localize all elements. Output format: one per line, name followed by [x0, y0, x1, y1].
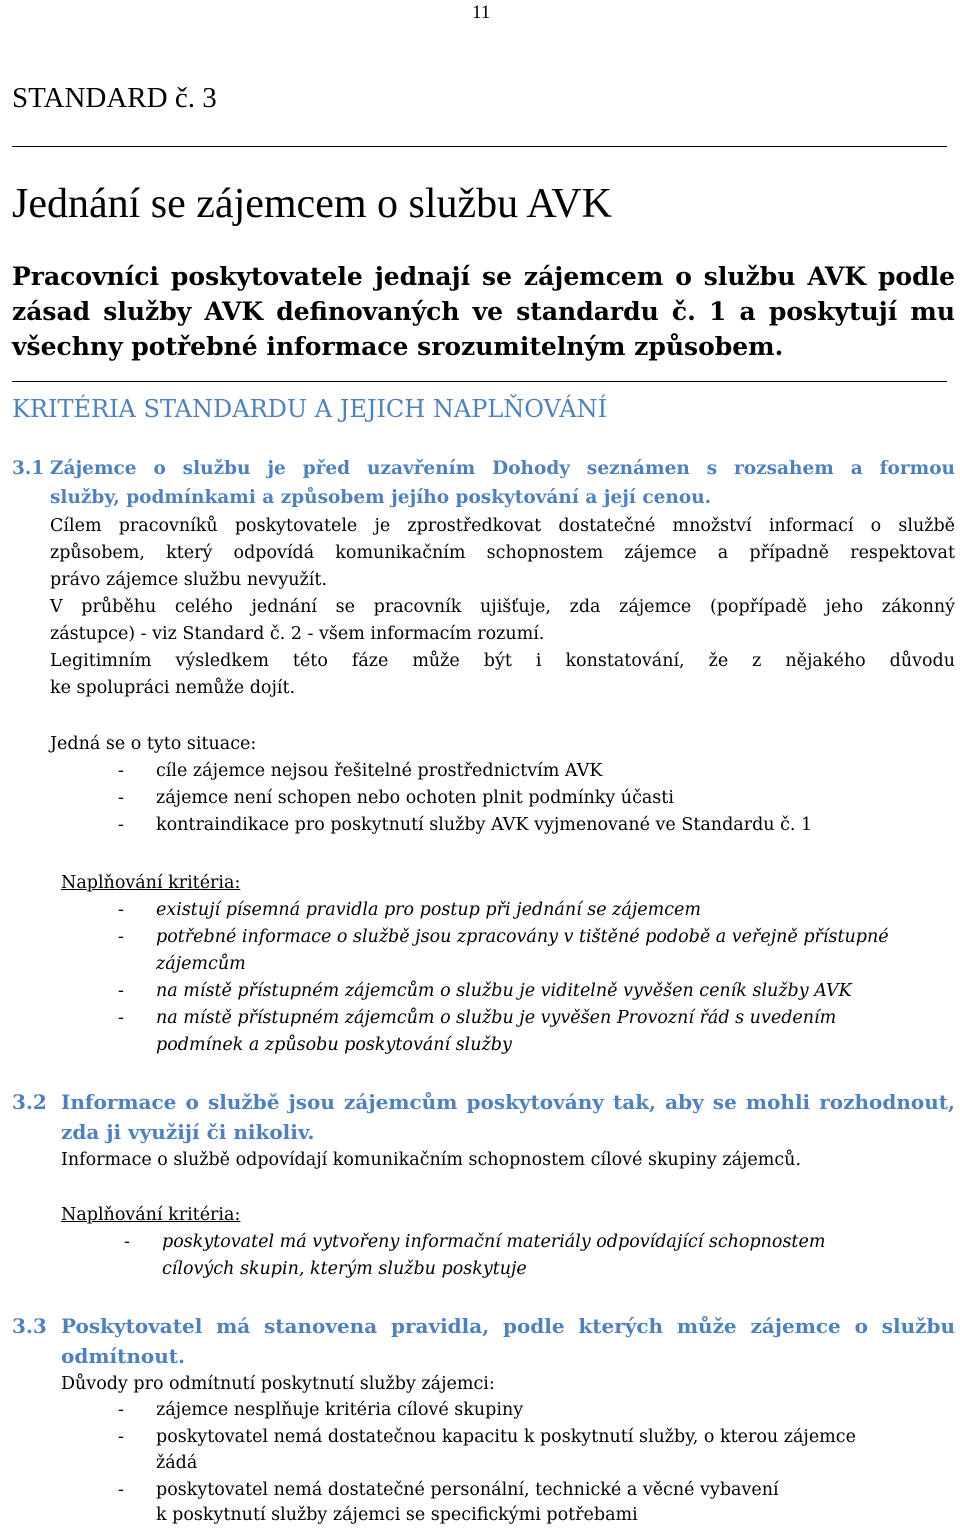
paragraph-line: způsobem, který odpovídá komunikačním schopnostem zájemce a případně respektovat: [50, 543, 955, 563]
criterion-title: Zájemce o službu je před uzavřením Dohody seznámen s rozsahem a formou: [50, 458, 955, 479]
criterion-title: Informace o službě jsou zájemcům poskytovány tak, aby se mohli rozhodnout,: [61, 1090, 955, 1114]
page-title: Jednání se zájemcem o službu AVK: [12, 181, 612, 227]
intro-line: Pracovníci poskytovatele jednají se zájemcem o službu AVK podle: [12, 262, 955, 291]
criterion-number: 3.2: [12, 1090, 47, 1114]
criterion-title: Poskytovatel má stanovena pravidla, podle kterých může zájemce o službu: [61, 1314, 955, 1338]
intro-line: všechny potřebné informace srozumitelným způsobem.: [12, 332, 784, 361]
criterion-number: 3.1: [12, 458, 45, 479]
list-item: poskytovatel nemá dostatečné personální, technické a věcné vybavení: [156, 1480, 779, 1500]
list-bullet: -: [118, 815, 124, 835]
paragraph-line: Informace o službě odpovídají komunikačním schopnostem cílové skupiny zájemců.: [61, 1150, 802, 1170]
list-item: poskytovatel nemá dostatečnou kapacitu k poskytnutí služby, o kterou zájemce: [156, 1427, 856, 1447]
list-item: zájemce není schopen nebo ochoten plnit podmínky účasti: [156, 788, 674, 808]
list-bullet: -: [118, 1427, 124, 1447]
list-bullet: -: [118, 1480, 124, 1500]
list-bullet: -: [118, 900, 124, 920]
fulfilment-item: na místě přístupném zájemcům o službu je vyvěšen Provozní řád s uvedením: [156, 1008, 837, 1028]
list-item: zájemce nesplňuje kritéria cílové skupiny: [156, 1400, 524, 1420]
list-item: k poskytnutí služby zájemci se specifickými potřebami: [156, 1505, 638, 1525]
list-bullet: -: [118, 1400, 124, 1420]
criterion-title: odmítnout.: [61, 1344, 185, 1368]
divider: [12, 381, 947, 382]
paragraph-line: právo zájemce službu nevyužít.: [50, 570, 327, 590]
fulfilment-item: zájemcům: [156, 954, 246, 974]
list-bullet: -: [124, 1232, 130, 1252]
situations-label: Jedná se o tyto situace:: [50, 734, 257, 754]
list-item: kontraindikace pro poskytnutí služby AVK vyjmenované ve Standardu č. 1: [156, 815, 813, 835]
fulfilment-item: potřebné informace o službě jsou zpracovány v tištěné podobě a veřejně přístupné: [156, 927, 889, 947]
section-heading: KRITÉRIA STANDARDU A JEJICH NAPLŇOVÁNÍ: [12, 395, 608, 423]
paragraph-line: ke spolupráci nemůže dojít.: [50, 678, 296, 698]
paragraph-line: zástupce) - viz Standard č. 2 - všem informacím rozumí.: [50, 624, 545, 644]
list-bullet: -: [118, 981, 124, 1001]
fulfilment-item: cílových skupin, kterým službu poskytuje: [162, 1259, 527, 1279]
list-bullet: -: [118, 761, 124, 781]
reasons-label: Důvody pro odmítnutí poskytnutí služby zájemci:: [61, 1374, 495, 1394]
fulfilment-label: Naplňování kritéria:: [61, 1205, 241, 1225]
fulfilment-item: poskytovatel má vytvořeny informační materiály odpovídající schopnostem: [162, 1232, 826, 1252]
fulfilment-item: existují písemná pravidla pro postup při jednání se zájemcem: [156, 900, 701, 920]
list-bullet: -: [118, 788, 124, 808]
list-bullet: -: [118, 1008, 124, 1028]
list-item: cíle zájemce nejsou řešitelné prostřednictvím AVK: [156, 761, 603, 781]
fulfilment-item: podmínek a způsobu poskytování služby: [156, 1035, 512, 1055]
list-bullet: -: [118, 927, 124, 947]
fulfilment-item: na místě přístupném zájemcům o službu je viditelně vyvěšen ceník služby AVK: [156, 981, 852, 1001]
list-item: žádá: [156, 1453, 198, 1473]
paragraph-line: Legitimním výsledkem této fáze může být i konstatování, že z nějakého důvodu: [50, 651, 955, 671]
criterion-title: služby, podmínkami a způsobem jejího poskytování a její cenou.: [50, 487, 712, 508]
criterion-number: 3.3: [12, 1314, 47, 1338]
divider: [12, 146, 947, 147]
intro-line: zásad služby AVK definovaných ve standardu č. 1 a poskytují mu: [12, 297, 955, 326]
page-number: 11: [472, 2, 491, 23]
paragraph-line: Cílem pracovníků poskytovatele je zprostředkovat dostatečné množství informací o službě: [50, 516, 955, 536]
paragraph-line: V průběhu celého jednání se pracovník ujišťuje, zda zájemce (popřípadě jeho zákonný: [50, 597, 955, 617]
criterion-title: zda ji využijí či nikoliv.: [61, 1120, 315, 1144]
fulfilment-label: Naplňování kritéria:: [61, 873, 241, 893]
standard-label: STANDARD č. 3: [12, 82, 217, 114]
